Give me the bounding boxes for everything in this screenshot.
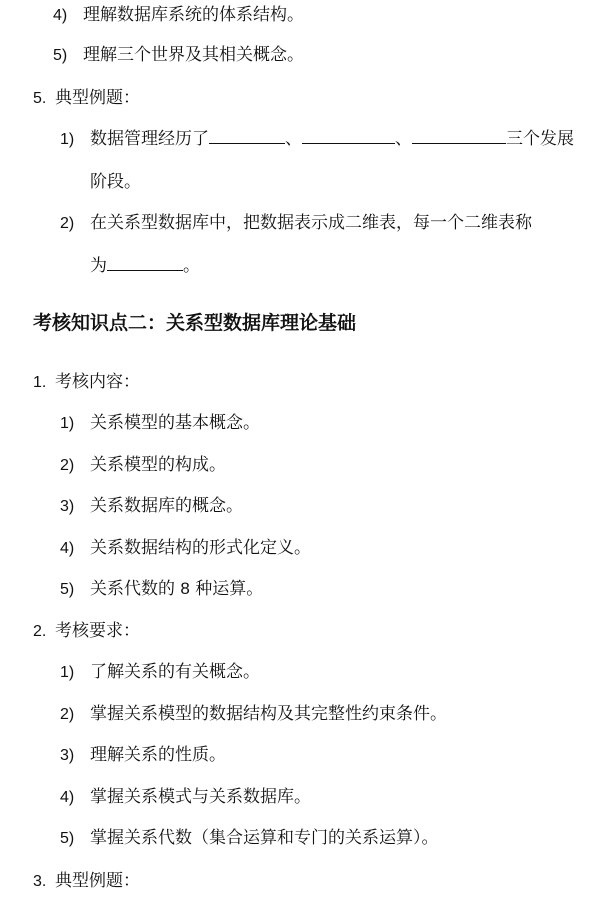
section-number: 2. bbox=[33, 623, 47, 640]
section-label-text: 典型例题： bbox=[55, 88, 140, 108]
separator: 、 bbox=[395, 129, 412, 149]
list-item bbox=[60, 703, 447, 726]
question-text: 三个发展 bbox=[506, 129, 574, 149]
question-text: 。 bbox=[183, 256, 200, 276]
question-number: 2) bbox=[60, 215, 75, 232]
list-text: 掌握关系模式与关系数据库。 bbox=[90, 787, 311, 807]
section-label: 考核内容： bbox=[55, 372, 140, 392]
list-number: 4) bbox=[60, 789, 75, 806]
list-number: 5) bbox=[53, 47, 68, 64]
list-text-number: 8 bbox=[180, 579, 190, 598]
list-item bbox=[60, 661, 260, 684]
section-heading: 考核知识点二：关系型数据库理论基础 bbox=[33, 312, 357, 334]
answer-blank bbox=[412, 129, 506, 144]
list-text: 掌握关系模型的数据结构及其完整性约束条件。 bbox=[90, 704, 447, 724]
question-continuation bbox=[90, 171, 141, 193]
list-number: 3) bbox=[60, 747, 75, 764]
answer-blank bbox=[209, 129, 285, 144]
list-text: 关系数据库的概念。 bbox=[90, 496, 243, 516]
section-label: 考核要求： bbox=[55, 621, 140, 641]
list-text: 关系代数的 bbox=[90, 579, 181, 599]
question-continuation bbox=[90, 255, 200, 277]
list-item bbox=[60, 537, 311, 560]
list-number: 2) bbox=[60, 457, 75, 474]
list-text: 了解关系的有关概念。 bbox=[90, 662, 260, 682]
section-label: 典型例题： bbox=[55, 871, 140, 891]
question-number: 1) bbox=[60, 131, 75, 148]
list-item bbox=[60, 454, 226, 477]
list-item bbox=[53, 44, 304, 67]
section-item bbox=[33, 87, 140, 110]
list-text: 关系数据结构的形式化定义。 bbox=[90, 538, 311, 558]
list-text: 关系模型的基本概念。 bbox=[90, 413, 260, 433]
section-number: 1. bbox=[33, 374, 47, 391]
list-number: 4) bbox=[53, 7, 68, 24]
list-item bbox=[53, 4, 304, 27]
question-text: 阶段。 bbox=[90, 172, 141, 192]
list-number: 5) bbox=[60, 830, 75, 847]
question-text: 为 bbox=[90, 256, 107, 276]
list-number: 5) bbox=[60, 581, 75, 598]
list-item bbox=[60, 412, 260, 435]
list-item bbox=[60, 744, 226, 767]
list-number: 3) bbox=[60, 498, 75, 515]
list-text: 种运算。 bbox=[189, 579, 264, 599]
list-number: 1) bbox=[60, 415, 75, 432]
question-item bbox=[60, 212, 532, 235]
list-text: 理解关系的性质。 bbox=[90, 745, 226, 765]
list-text: 掌握关系代数（集合运算和专门的关系运算）。 bbox=[90, 828, 439, 848]
list-number: 2) bbox=[60, 706, 75, 723]
section-item bbox=[33, 870, 140, 893]
list-text: 关系模型的构成。 bbox=[90, 455, 226, 475]
section-number: 5. bbox=[33, 90, 47, 107]
question-item bbox=[60, 128, 574, 151]
question-text: 数据管理经历了 bbox=[90, 129, 209, 149]
section-number: 3. bbox=[33, 873, 47, 890]
list-item bbox=[60, 827, 439, 850]
answer-blank bbox=[107, 256, 183, 271]
list-item bbox=[60, 495, 243, 518]
list-text: 理解数据库系统的体系结构。 bbox=[83, 5, 304, 25]
section-item bbox=[33, 620, 140, 643]
answer-blank bbox=[302, 129, 395, 144]
separator: 、 bbox=[285, 129, 302, 149]
section-item bbox=[33, 371, 140, 394]
question-text: 在关系型数据库中，把数据表示成二维表，每一个二维表称 bbox=[90, 213, 532, 233]
list-item bbox=[60, 578, 263, 601]
list-number: 1) bbox=[60, 664, 75, 681]
list-text: 理解三个世界及其相关概念。 bbox=[83, 45, 304, 65]
list-number: 4) bbox=[60, 540, 75, 557]
list-item bbox=[60, 786, 311, 809]
